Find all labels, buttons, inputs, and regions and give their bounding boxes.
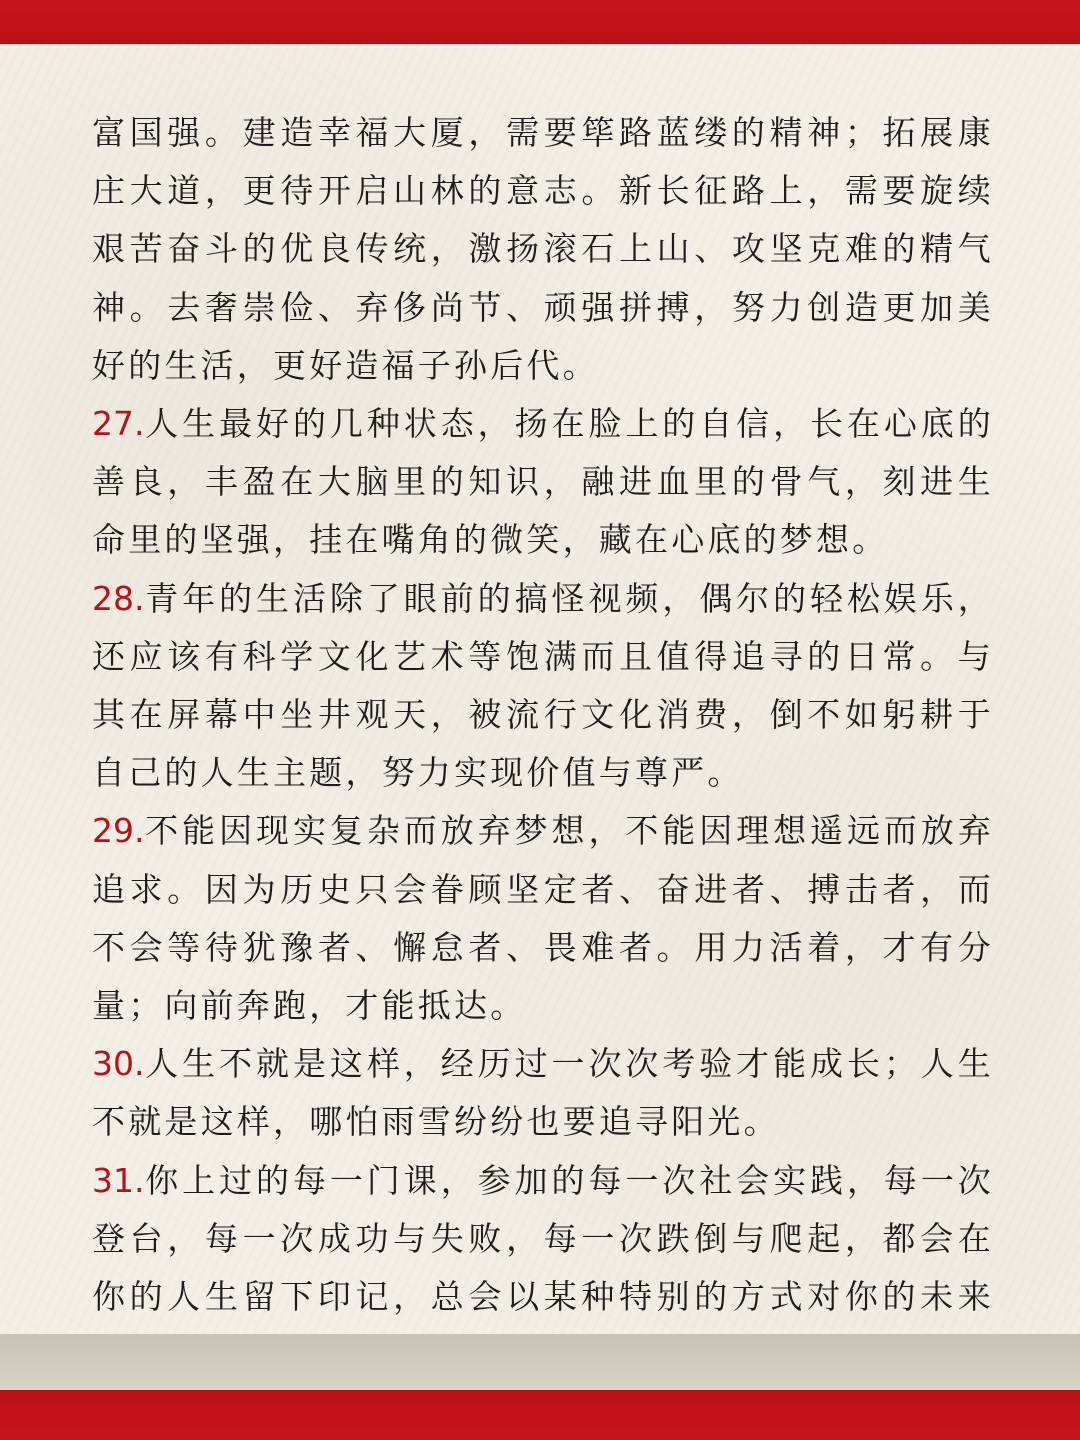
paragraph-27 (92, 395, 994, 570)
paragraph-intro (92, 104, 994, 395)
paragraph-text: 青年的生活除了眼前的搞怪视频，偶尔的轻松娱乐，还应该有科学文化艺术等饱满而且值得追寻的日常。与其在屏幕中坐井观天，被流行文化消费，倒不如躬耕于自己的人生主题，努力实现价值与尊严。 (92, 578, 994, 793)
bottom-red-border (0, 1390, 1080, 1440)
paragraph-29 (92, 802, 994, 1035)
paragraph-number: 28. (92, 578, 145, 618)
article-body (92, 104, 994, 1384)
paragraph-30 (92, 1035, 994, 1151)
paragraph-28 (92, 570, 994, 803)
paragraph-text: 富国强。建造幸福大厦，需要筚路蓝缕的精神；拓展康庄大道，更待开启山林的意志。新长征路上，需要旋续艰苦奋斗的优良传统，激扬滚石上山、攻坚克难的精气神。去奢崇俭、弃侈尚节、顽强拼搏，努力创造更加美好的生活，更好造福子孙后代。 (92, 113, 994, 385)
top-red-border (0, 0, 1080, 44)
paragraph-number: 27. (92, 404, 145, 444)
paragraph-text: 人生最好的几种状态，扬在脸上的自信，长在心底的善良，丰盈在大脑里的知识，融进血里的骨气，刻进生命里的坚强，挂在嘴角的微笑，藏在心底的梦想。 (92, 404, 994, 560)
paragraph-text: 你上过的每一门课，参加的每一次社会实践，每一次登台，每一次成功与失败，每一次跌倒与爬起，都会在你的人生留下印记，总会以某种特别的方式对你的未来 (92, 1160, 994, 1317)
paragraph-number: 29. (92, 811, 145, 851)
paragraph-text: 不能因现实复杂而放弃梦想，不能因理想遥远而放弃追求。因为历史只会眷顾坚定者、奋进者、搏击者，而不会等待犹豫者、懈怠者、畏难者。用力活着，才有分量；向前奔跑，才能抵达。 (92, 811, 994, 1026)
paragraph-text: 人生不就是这样，经历过一次次考验才能成长；人生不就是这样，哪怕雨雪纷纷也要追寻阳光。 (92, 1044, 994, 1142)
paper-background (0, 44, 1080, 1334)
paragraph-number: 31. (92, 1160, 145, 1200)
paragraph-number: 30. (92, 1044, 145, 1084)
paper-bottom-shadow (0, 1334, 1080, 1390)
